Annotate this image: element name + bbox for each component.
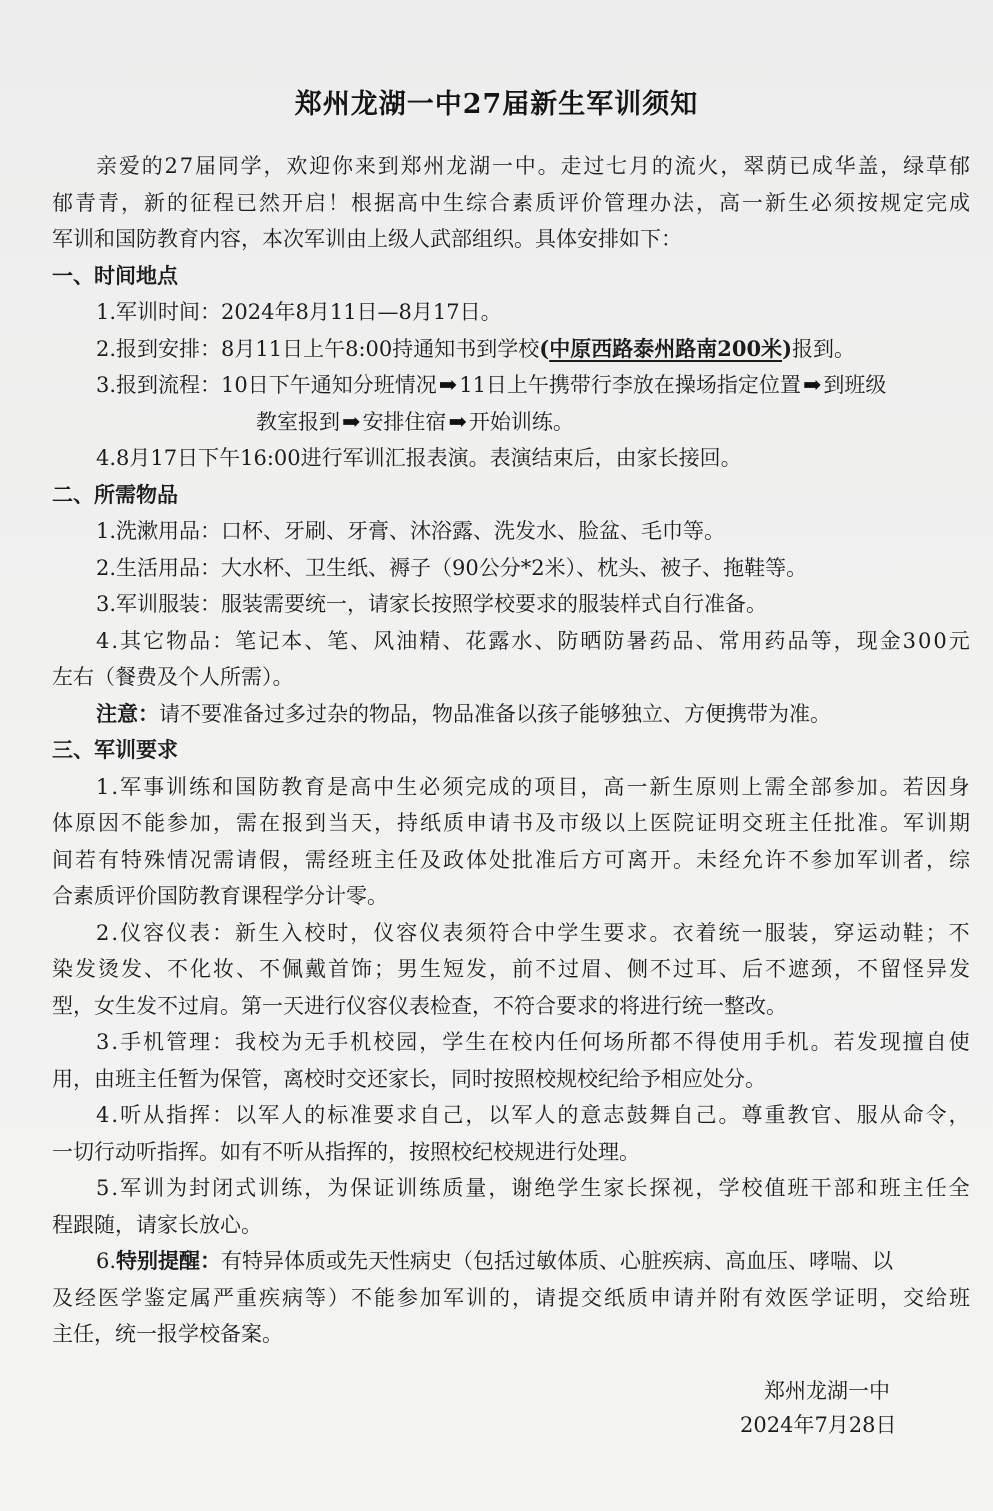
paragraph-line: 一切行动听指挥。如有不听从指挥的，按照校纪校规进行处理。 bbox=[52, 1139, 640, 1164]
list-item: 3.军训服装：服装需要统一，请家长按照学校要求的服装样式自行准备。 bbox=[96, 592, 768, 616]
section-heading: 三、军训要求 bbox=[52, 738, 178, 762]
list-item-text: 2.报到安排：8月11日上午8:00持通知书到学校 bbox=[96, 336, 540, 361]
list-item-text: 11日上午携带行李放在操场指定位置 bbox=[459, 373, 801, 397]
list-item-text: 教室报到 bbox=[256, 409, 340, 434]
paragraph-line: 用，由班主任暂为保管，离校时交还家长，同时按照校规校纪给予相应处分。 bbox=[52, 1066, 766, 1091]
intro-line: 亲 爱 的 2 7 届 同 学 ， 欢 迎 你 来 到 郑 州 龙 湖 一 中 。 走 过 七 月 的 流 火 ， 翠 荫 已 成 华 盖 ， 绿 草 郁 bbox=[96, 154, 970, 178]
paragraph-line: 体 原 因 不 能 参 加 ， 需 在 报 到 当 天 ， 持 纸 质 申 请 书 及 市 级 以 上 医 院 证 明 交 班 主 任 批 准 。 军 训 期 bbox=[52, 811, 970, 835]
list-item-text: 报到。 bbox=[792, 336, 855, 361]
list-item: 4.8月17日下午16:00进行军训汇报表演。表演结束后，由家长接回。 bbox=[96, 446, 742, 470]
paragraph-text: 有特异体质或先天性病史（包括过敏体质、心脏疾病、高血压、哮喘、以 bbox=[221, 1249, 894, 1273]
list-item-continuation bbox=[52, 404, 970, 441]
note-label: 注意： bbox=[96, 700, 159, 726]
note-text: 请不要准备过多过杂的物品，物品准备以孩子能够独立、方便携带为准。 bbox=[159, 701, 831, 726]
list-item: 1.洗漱用品：口杯、牙刷、牙膏、沐浴露、洗发水、脸盆、毛巾等。 bbox=[96, 519, 726, 543]
notice-title: 郑州龙湖一中27届新生军训须知 bbox=[294, 89, 699, 120]
section-heading: 一、时间地点 bbox=[52, 263, 178, 288]
paragraph-line: 染 发 烫 发 、 不 化 妆 、 不 佩 戴 首 饰 ； 男 生 短 发 ， 前 不 过 眉 、 侧 不 过 耳 、 后 不 遮 颈 ， 不 留 怪 异 发 bbox=[52, 957, 970, 981]
arrow-right-icon: ➡ bbox=[802, 372, 822, 398]
paragraph-line: 合素质评价国防教育课程学分计零。 bbox=[52, 884, 388, 908]
paragraph-line bbox=[52, 1243, 970, 1280]
list-item bbox=[52, 367, 970, 404]
list-item: 1.军训时间：2024年8月11日—8月17日。 bbox=[96, 300, 502, 324]
section-heading: 二、所需物品 bbox=[52, 482, 178, 507]
paragraph-line: 程跟随，请家长放心。 bbox=[52, 1212, 262, 1237]
intro-line: 郁 青 青 ， 新 的 征 程 已 然 开 启 ！ 根 据 高 中 生 综 合 素 质 评 价 管 理 办 法 ， 高 一 新 生 必 须 按 规 定 完 成 bbox=[52, 190, 970, 215]
paragraph-line: 型，女生发不过肩。第一天进行仪容仪表检查，不符合要求的将进行统一整改。 bbox=[52, 993, 787, 1018]
list-item bbox=[52, 331, 970, 368]
signature-school: 郑州龙湖一中 bbox=[764, 1379, 890, 1403]
paragraph-line: 1 . 军 事 训 练 和 国 防 教 育 是 高 中 生 必 须 完 成 的 项 目 ， 高 一 新 生 原 则 上 需 全 部 参 加 。 若 因 身 bbox=[96, 774, 970, 799]
arrow-right-icon: ➡ bbox=[342, 408, 361, 435]
note-line bbox=[52, 696, 970, 733]
list-item-text: 3.报到流程：10日下午通知分班情况 bbox=[96, 373, 437, 397]
arrow-right-icon: ➡ bbox=[448, 408, 467, 435]
paragraph-line: 3 . 手 机 管 理 ： 我 校 为 无 手 机 校 园 ， 学 生 在 校 内 任 何 场 所 都 不 得 使 用 手 机 。 若 发 现 擅 自 使 bbox=[96, 1030, 970, 1054]
arrow-right-icon: ➡ bbox=[438, 372, 458, 398]
list-item: 4 . 其 它 物 品 ： 笔 记 本 、 笔 、 风 油 精 、 花 露 水 、 防 晒 防 暑 药 品 、 常 用 药 品 等 ， 现 金 3 0 0 元 bbox=[96, 628, 970, 653]
paragraph-line: 2 . 仪 容 仪 表 ： 新 生 入 校 时 ， 仪 容 仪 表 须 符 合 中 学 生 要 求 。 衣 着 统 一 服 装 ， 穿 运 动 鞋 ； 不 bbox=[96, 920, 970, 945]
paragraph-line: 5 . 军 训 为 封 闭 式 训 练 ， 为 保 证 训 练 质 量 ， 谢 绝 学 生 家 长 探 视 ， 学 校 值 班 干 部 和 班 主 任 全 bbox=[96, 1176, 970, 1200]
list-item-text: 开始训练。 bbox=[468, 409, 574, 434]
notice-body bbox=[52, 148, 970, 1353]
address-paren: ( bbox=[539, 335, 550, 361]
signature-date: 2024年7月28日 bbox=[740, 1413, 897, 1437]
list-number: 6. bbox=[96, 1249, 117, 1273]
special-reminder-label: 特别提醒： bbox=[116, 1248, 222, 1273]
intro-line: 军训和国防教育内容，本次军训由上级人武部组织。具体安排如下： bbox=[52, 227, 682, 251]
address-paren: ) bbox=[782, 335, 792, 361]
paragraph-line: 及 经 医 学 鉴 定 属 严 重 疾 病 等 ） 不 能 参 加 军 训 的 ， 请 提 交 纸 质 申 请 并 附 有 效 医 学 证 明 ， 交 给 班 bbox=[52, 1285, 970, 1310]
list-item-continuation: 左右（餐费及个人所需）。 bbox=[52, 665, 294, 689]
list-item-text: 到班级 bbox=[823, 373, 887, 397]
paragraph-line: 主任，统一报学校备案。 bbox=[52, 1322, 283, 1346]
school-address: 中原西路泰州路南200米 bbox=[549, 335, 783, 361]
paragraph-line: 间 若 有 特 殊 情 况 需 请 假 ， 需 经 班 主 任 及 政 体 处 批 准 后 方 可 离 开 。 未 经 允 许 不 参 加 军 训 者 ， 综 bbox=[52, 847, 970, 872]
list-item: 2.生活用品：大水杯、卫生纸、褥子（90公分*2米）、枕头、被子、拖鞋等。 bbox=[96, 555, 808, 580]
paragraph-line: 4 . 听 从 指 挥 ： 以 军 人 的 标 准 要 求 自 己 ， 以 军 人 的 意 志 鼓 舞 自 己 。 尊 重 教 官 、 服 从 命 令 ， bbox=[96, 1103, 970, 1127]
list-item-text: 安排住宿 bbox=[362, 409, 447, 434]
signature-block bbox=[740, 1374, 940, 1442]
